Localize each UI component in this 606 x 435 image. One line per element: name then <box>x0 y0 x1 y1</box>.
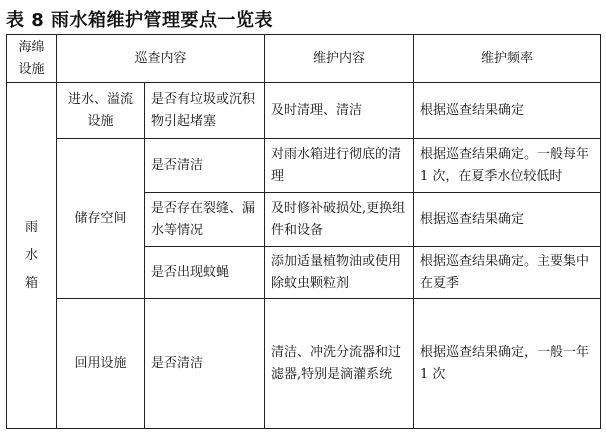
freq-cell: 根据巡查结果确定。一般每年 1 次，在夏季水位较低时 <box>414 139 601 193</box>
header-facility <box>7 35 57 83</box>
header-frequency: 维护频率 <box>414 35 601 83</box>
check-cell: 是否清洁 <box>145 299 265 429</box>
freq-cell: 根据巡查结果确定 <box>414 193 601 247</box>
maintain-cell: 及时清理、清洁 <box>265 83 414 139</box>
group-inlet: 进水、溢流设施 <box>57 83 145 139</box>
header-inspection: 巡查内容 <box>57 35 265 83</box>
check-cell: 是否存在裂缝、漏水等情况 <box>145 193 265 247</box>
facility-char: 箱 <box>24 275 38 291</box>
check-cell: 是否出现蚊蝇 <box>145 247 265 299</box>
facility-char: 水 <box>24 247 38 263</box>
freq-cell: 根据巡查结果确定，一般一年 1 次 <box>414 299 601 429</box>
header-facility-line1: 海绵 <box>18 39 45 55</box>
facility-cell <box>7 83 57 429</box>
header-row <box>7 35 601 83</box>
freq-cell: 根据巡查结果确定。主要集中在夏季 <box>414 247 601 299</box>
maintain-cell: 清洁、冲洗分流器和过滤器,特别是滴灌系统 <box>265 299 414 429</box>
maintain-cell: 对雨水箱进行彻底的清理 <box>265 139 414 193</box>
table-title: 表 8 雨水箱维护管理要点一览表 <box>6 10 274 31</box>
check-cell: 是否有垃圾或沉积物引起堵塞 <box>145 83 265 139</box>
table-row <box>7 83 601 139</box>
table-row <box>7 139 601 193</box>
group-reuse: 回用设施 <box>57 299 145 429</box>
maintenance-table <box>6 34 601 429</box>
header-maintenance: 维护内容 <box>265 35 414 83</box>
maintain-cell: 及时修补破损处,更换组件和设备 <box>265 193 414 247</box>
maintain-cell: 添加适量植物油或使用除蚊虫颗粒剂 <box>265 247 414 299</box>
facility-char: 雨 <box>24 219 38 235</box>
group-storage: 储存空间 <box>57 139 145 299</box>
check-cell: 是否清洁 <box>145 139 265 193</box>
header-facility-line2: 设施 <box>18 61 45 77</box>
freq-cell: 根据巡查结果确定 <box>414 83 601 139</box>
table-row <box>7 299 601 429</box>
